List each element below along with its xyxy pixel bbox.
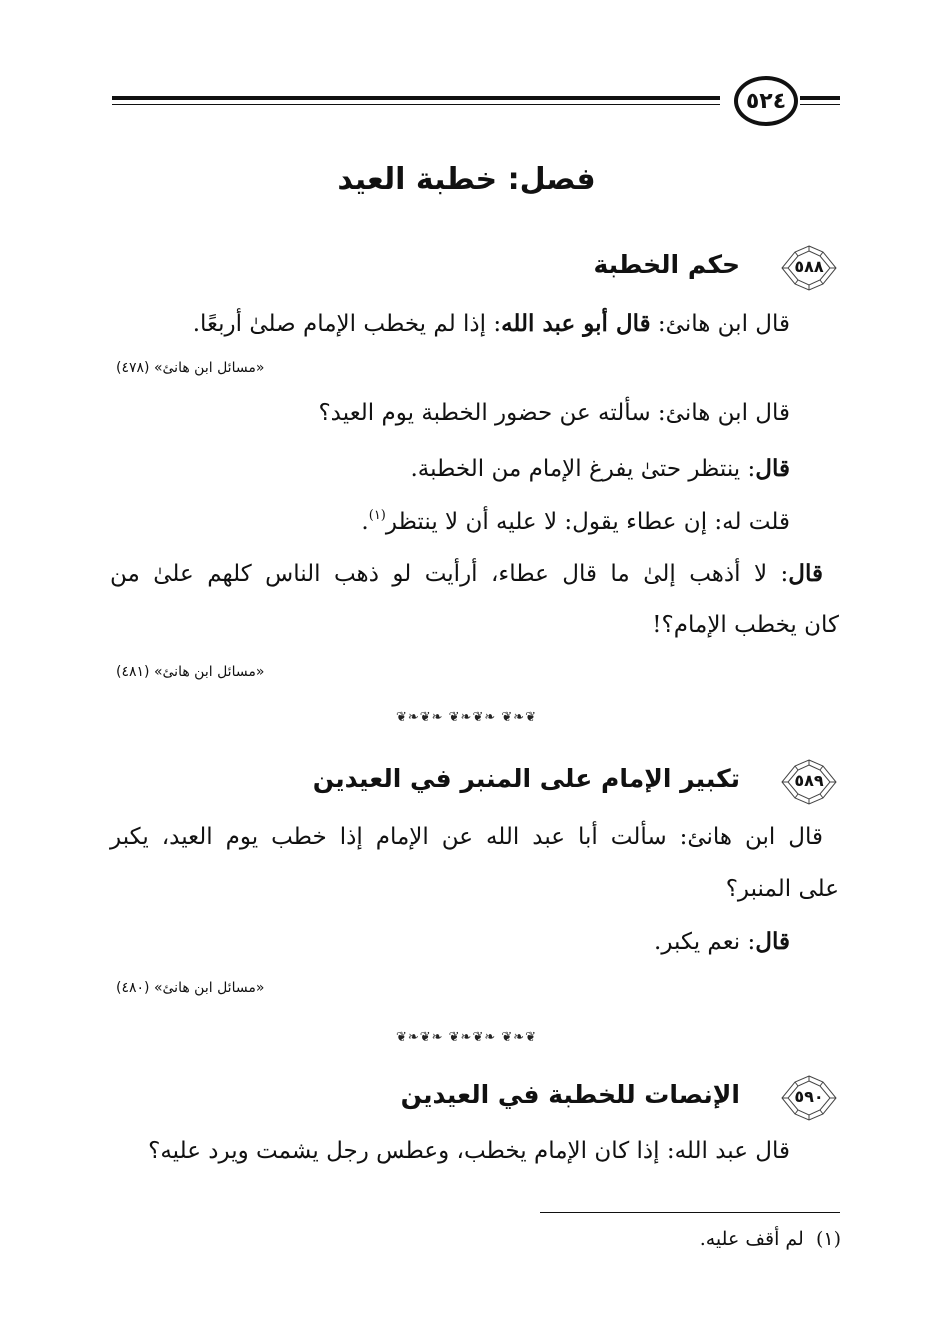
section-title: حكم الخطبة (593, 250, 740, 279)
section-number-badge (778, 1074, 840, 1122)
section-title: الإنصات للخطبة في العيدين (400, 1080, 740, 1109)
text-run: : نعم يكبر. (654, 929, 756, 955)
text-run: : ينتظر حتىٰ يفرغ الإمام من الخطبة. (410, 456, 756, 482)
footnote-marker: (١) (368, 508, 386, 523)
section-number-badge (778, 758, 840, 806)
header-rule-right-thick (800, 96, 840, 100)
page-number: ٥٢٤ (734, 76, 798, 126)
section-title: تكبير الإمام على المنبر في العيدين (312, 764, 740, 793)
section-number: ٥٩٠ (794, 1087, 824, 1106)
text-run: قلت له: إن عطاء يقول: لا عليه أن لا ينتظر (385, 509, 790, 535)
text-run: : لا أذهب إلىٰ ما قال عطاء، أرأيت لو ذهب الناس كلهم علىٰ من (110, 561, 789, 587)
header-rule-thin (112, 104, 720, 105)
bold-text-run: قال (788, 560, 823, 587)
footnote (700, 1228, 841, 1250)
chapter-title: فصل: خطبة العيد (337, 162, 596, 197)
paragraph: قال عبد الله: إذا كان الإمام يخطب، وعطس رجل يشمت ويرد عليه؟ (148, 1138, 790, 1164)
text-run: . (361, 509, 369, 535)
bold-text-run: قال أبو عبد الله (501, 310, 651, 337)
footnote-text: لم أقف عليه. (699, 1228, 804, 1250)
paragraph-continuation: كان يخطب الإمام؟! (652, 612, 839, 638)
paragraph: قال ابن هانئ: سألت أبا عبد الله عن الإمام إذا خطب يوم العيد، يكبر (110, 824, 823, 850)
bold-text-run: قال (755, 928, 790, 955)
section-heading-589 (112, 758, 840, 808)
source-reference: «مسائل ابن هانئ» (٤٧٨) (116, 360, 265, 376)
section-number: ٥٨٨ (794, 257, 824, 276)
paragraph: قال ابن هانئ: سألته عن حضور الخطبة يوم العيد؟ (318, 400, 790, 426)
ornament-divider-icon: ❦❧❦❧ ❦❧❦❧ ❦❧❦ (395, 710, 538, 725)
text-run: قال ابن هانئ: (650, 311, 790, 337)
paragraph (110, 560, 823, 587)
header-rule-thick (112, 96, 720, 100)
footnote-separator (540, 1212, 840, 1213)
text-run: : إذا لم يخطب الإمام صلىٰ أربعًا. (192, 311, 502, 337)
source-reference: «مسائل ابن هانئ» (٤٨٠) (116, 980, 265, 996)
footnote-number: (١) (815, 1228, 841, 1250)
bold-text-run: قال (755, 455, 790, 482)
page-header (112, 76, 840, 126)
section-heading-590 (112, 1074, 840, 1124)
paragraph (361, 508, 790, 535)
source-reference: «مسائل ابن هانئ» (٤٨١) (116, 664, 265, 680)
paragraph (654, 928, 790, 955)
paragraph (193, 310, 790, 337)
header-rule-right-thin (800, 104, 840, 105)
paragraph-continuation: على المنبر؟ (725, 876, 839, 902)
section-number: ٥٨٩ (794, 771, 824, 790)
paragraph (410, 455, 790, 482)
ornament-divider-icon: ❦❧❦❧ ❦❧❦❧ ❦❧❦ (395, 1030, 538, 1045)
section-heading-588 (112, 244, 840, 294)
section-number-badge (778, 244, 840, 292)
